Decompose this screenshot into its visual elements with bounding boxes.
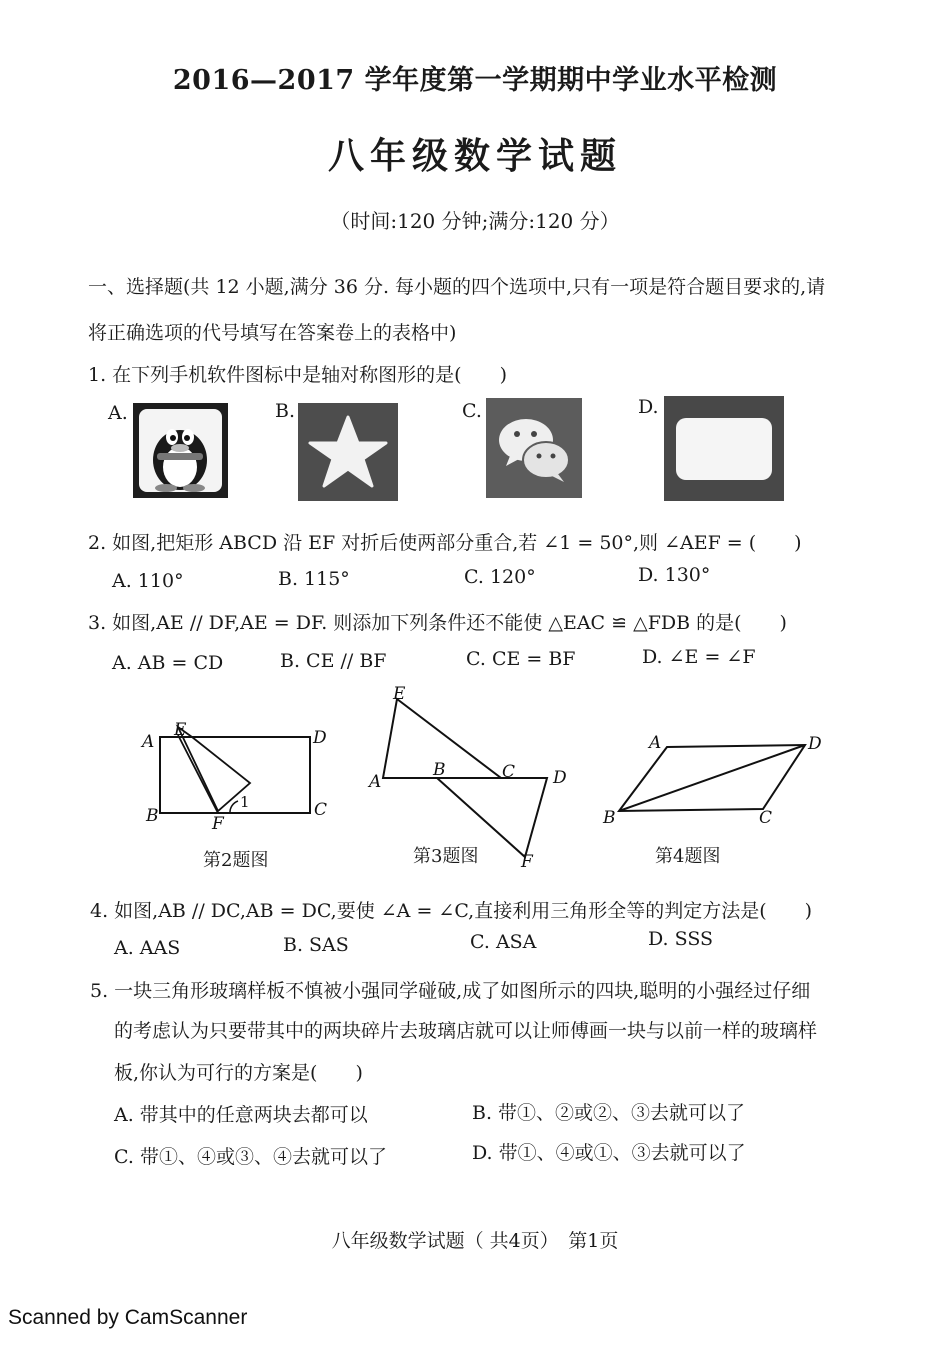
exam-title: 2016—2017 学年度第一学期期中学业水平检测 — [172, 65, 778, 96]
question-4-stem: 4. 如图,AB // DC,AB = DC,要使 ∠A = ∠C,直接利用三角形全等的判定方法是( ) — [90, 900, 813, 922]
penguin-icon — [133, 403, 228, 498]
q5-option-a: A. 带其中的任意两块去都可以 — [114, 1104, 368, 1126]
q2-option-c: C. 120° — [464, 566, 536, 588]
fig2-fold-line-ef — [178, 735, 218, 813]
q2-option-d: D. 130° — [638, 564, 711, 586]
fig2-label-f: F — [212, 814, 224, 834]
figure-q2-caption: 第2题图 — [203, 850, 269, 871]
q2-option-b: B. 115° — [278, 568, 350, 590]
fig3-label-f: F — [521, 852, 533, 870]
q5-option-c: C. 带①、④或③、④去就可以了 — [114, 1146, 387, 1168]
fig4-label-a: A — [649, 733, 662, 753]
figure-q4 — [595, 725, 835, 830]
q1-option-d-label: D. — [638, 396, 659, 418]
fig2-label-d: D — [313, 728, 327, 748]
fig4-diagonal-bd — [619, 745, 805, 811]
q4-option-c: C. ASA — [470, 931, 537, 953]
question-3-stem: 3. 如图,AE // DF,AE = DF. 则添加下列条件还不能使 △EAC ≌ △FDB 的是( ) — [88, 612, 787, 634]
q1-option-b-label: B. — [275, 400, 296, 422]
fig4-label-d: D — [808, 734, 822, 754]
q3-option-b: B. CE // BF — [280, 650, 387, 672]
figure-q3-caption: 第3题图 — [413, 846, 479, 867]
question-5-stem-line2: 的考虑认为只要带其中的两块碎片去玻璃店就可以让师傅画一块与以前一样的玻璃样 — [114, 1020, 818, 1042]
page-footer: 八年级数学试题（ 共4页） 第1页 — [331, 1230, 619, 1252]
figure-q2 — [130, 715, 350, 835]
fig4-label-c: C — [759, 808, 773, 828]
question-5-stem-line3: 板,你认为可行的方案是( ) — [114, 1062, 363, 1084]
q4-option-d: D. SSS — [648, 928, 714, 950]
subject-title: 八年级数学试题 — [327, 135, 622, 177]
section-intro-line2: 将正确选项的代号填写在答案卷上的表格中) — [88, 322, 457, 344]
fig2-label-angle-1: 1 — [240, 793, 250, 811]
exam-info: （时间:120 分钟;满分:120 分） — [330, 209, 620, 233]
fig2-angle-arc — [230, 801, 238, 813]
fig2-rectangle — [160, 737, 310, 813]
question-2-stem: 2. 如图,把矩形 ABCD 沿 EF 对折后使两部分重合,若 ∠1 = 50°,则 ∠AEF = ( ) — [88, 532, 802, 554]
scanner-watermark: Scanned by CamScanner — [8, 1306, 248, 1329]
fig2-label-c: C — [314, 800, 328, 820]
section-intro-line1: 一、选择题(共 12 小题,满分 36 分. 每小题的四个选项中,只有一项是符合题目要求的,请 — [88, 276, 826, 298]
fig3-label-e: E — [393, 685, 406, 704]
rounded-rectangle-icon — [664, 396, 784, 501]
fig3-label-c: C — [502, 762, 516, 782]
q3-option-d: D. ∠E = ∠F — [642, 646, 756, 668]
fig4-label-b: B — [603, 808, 616, 828]
figure-q4-caption: 第4题图 — [655, 846, 721, 867]
star-icon — [298, 403, 398, 501]
q3-option-a: A. AB = CD — [112, 652, 224, 674]
q3-option-c: C. CE = BF — [466, 648, 576, 670]
fig2-label-a: A — [142, 732, 155, 752]
q1-option-a-label: A. — [108, 402, 128, 424]
fig3-label-d: D — [553, 768, 567, 788]
question-5-stem-line1: 5. 一块三角形玻璃样板不慎被小强同学碰破,成了如图所示的四块,聪明的小强经过仔细 — [90, 980, 811, 1002]
q5-option-b: B. 带①、②或②、③去就可以了 — [472, 1102, 746, 1124]
q4-option-b: B. SAS — [283, 934, 349, 956]
question-1-stem: 1. 在下列手机软件图标中是轴对称图形的是( ) — [88, 364, 507, 386]
fig3-label-b: B — [433, 760, 446, 780]
chat-bubbles-icon — [486, 398, 582, 498]
q5-option-d: D. 带①、④或①、③去就可以了 — [472, 1142, 746, 1164]
fig3-label-a: A — [369, 772, 382, 792]
q2-option-a: A. 110° — [112, 570, 184, 592]
q1-option-c-label: C. — [462, 400, 482, 422]
q4-option-a: A. AAS — [114, 937, 181, 959]
fig2-label-b: B — [146, 806, 159, 826]
fig2-label-e: E — [174, 720, 187, 740]
